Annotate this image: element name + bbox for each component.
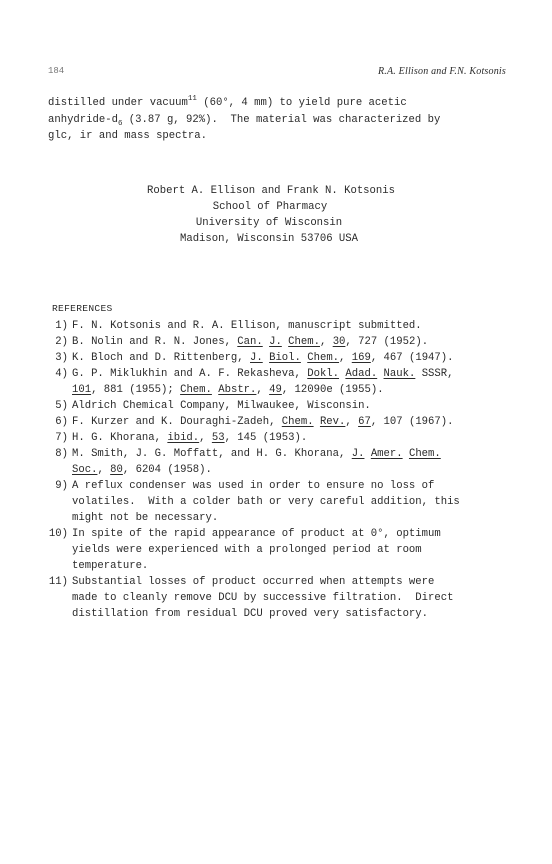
- reference-text: [72, 414, 506, 430]
- journal-abbrev: Soc.: [72, 464, 98, 476]
- reference-item: [46, 478, 506, 526]
- journal-abbrev: Chem.: [281, 416, 314, 428]
- separator: ,: [319, 336, 333, 348]
- journal-abbrev: Chem.: [288, 336, 320, 348]
- reference-text: A reflux condenser was used in order to ensure no loss of: [72, 480, 435, 492]
- reference-item: [46, 366, 506, 398]
- journal-abbrev: Can.: [237, 336, 263, 348]
- separator: ,: [339, 352, 352, 364]
- reference-number: 7): [55, 432, 68, 444]
- journal-abbrev: Chem.: [307, 352, 340, 364]
- reference-item: [46, 398, 506, 414]
- pages-year: , 881 (1955);: [91, 384, 181, 396]
- reference-item: [46, 318, 506, 334]
- reference-text-continued: yields were experienced with a prolonged period at room: [72, 544, 422, 556]
- reference-item: [46, 446, 506, 478]
- volume: 49: [269, 384, 282, 396]
- reference-text: [72, 334, 506, 350]
- volume: 169: [351, 352, 371, 364]
- reference-number: 4): [55, 368, 68, 380]
- volume: 30: [332, 336, 346, 348]
- pages-year: , 107 (1967).: [370, 416, 454, 428]
- reference-text: In spite of the rapid appearance of product at 0°, optimum: [72, 528, 441, 540]
- university: University of Wisconsin: [195, 217, 343, 229]
- deuterium-subscript: 6: [117, 119, 123, 128]
- reference-text-continued: [72, 462, 506, 478]
- reference-number: 3): [55, 352, 68, 364]
- reference-number: 2): [55, 336, 68, 348]
- journal-abbrev: Biol.: [269, 352, 301, 364]
- pages-year: , 727 (1952).: [345, 336, 429, 348]
- reference-number: 5): [55, 400, 68, 412]
- intro-line-1: [48, 95, 488, 112]
- reference-text-continued: [72, 382, 506, 398]
- pages-year: , 145 (1953).: [224, 432, 308, 444]
- journal-abbrev: J.: [250, 352, 263, 364]
- journal-abbrev: Nauk.: [383, 368, 416, 380]
- journal-abbrev: Rev.: [319, 416, 346, 428]
- volume: 101: [72, 384, 92, 396]
- intro-text: anhydride-d: [48, 113, 118, 126]
- separator: ,: [199, 432, 212, 444]
- reference-item: [46, 334, 506, 350]
- journal-abbrev: Amer.: [370, 448, 403, 460]
- reference-text-continued: distillation from residual DCU proved very satisfactory.: [72, 608, 429, 620]
- pages-year: , 467 (1947).: [370, 352, 454, 364]
- separator: ,: [345, 416, 359, 428]
- reference-item: [46, 574, 506, 622]
- journal-abbrev: Adad.: [345, 368, 378, 380]
- reference-item: [46, 430, 506, 446]
- reference-text-continued: made to cleanly remove DCU by successive filtration. Direct: [72, 592, 454, 604]
- volume: 80: [110, 464, 123, 476]
- journal-abbrev: ibid.: [167, 432, 200, 444]
- author-address: [0, 183, 552, 247]
- authors: Robert A. Ellison and Frank N. Kotsonis: [147, 185, 395, 197]
- reference-text: Aldrich Chemical Company, Milwaukee, Wisconsin.: [72, 400, 371, 412]
- reference-text-continued: temperature.: [72, 560, 149, 572]
- journal-abbrev: Dokl.: [307, 368, 340, 380]
- reference-number: 6): [55, 416, 68, 428]
- city: Madison, Wisconsin 53706 USA: [179, 233, 358, 245]
- reference-text: [72, 446, 506, 462]
- reference-number: 9): [55, 480, 68, 492]
- authors-text: K. Bloch and D. Rittenberg,: [72, 352, 251, 364]
- reference-item: [46, 350, 506, 366]
- school: School of Pharmacy: [212, 201, 328, 213]
- intro-paragraph: [48, 95, 488, 145]
- journal-suffix: SSSR,: [415, 368, 454, 380]
- page-number: 184: [48, 66, 65, 76]
- reference-text: Substantial losses of product occurred when attempts were: [72, 576, 435, 588]
- reference-text-continued: volatiles. With a colder bath or very careful addition, this: [72, 496, 460, 508]
- authors-text: B. Nolin and R. N. Jones,: [72, 336, 238, 348]
- journal-abbrev: J.: [351, 448, 365, 460]
- references-heading: REFERENCES: [52, 303, 113, 314]
- reference-item: [46, 526, 506, 574]
- running-head: R.A. Ellison and F.N. Kotsonis: [377, 66, 506, 77]
- separator: ,: [97, 464, 111, 476]
- references-list: [46, 318, 506, 622]
- reference-item: [46, 414, 506, 430]
- footnote-superscript: 11: [187, 95, 197, 103]
- journal-abbrev: Abstr.: [218, 384, 257, 396]
- reference-text-continued: might not be necessary.: [72, 512, 219, 524]
- intro-line-3: glc, ir and mass spectra.: [48, 130, 207, 142]
- reference-number: 10): [48, 528, 68, 540]
- intro-text: (3.87 g, 92%). The material was characterized by: [122, 113, 441, 126]
- authors-text: H. G. Khorana,: [72, 432, 168, 444]
- reference-text: [72, 350, 506, 366]
- volume: 53: [211, 432, 225, 444]
- journal-abbrev: Chem.: [180, 384, 212, 396]
- reference-text: [72, 366, 506, 382]
- volume: 67: [358, 416, 371, 428]
- journal-abbrev: J.: [269, 336, 282, 348]
- reference-number: 8): [55, 448, 68, 460]
- separator: ,: [256, 384, 270, 396]
- journal-abbrev: Chem.: [408, 448, 441, 460]
- authors-text: M. Smith, J. G. Moffatt, and H. G. Khorana,: [72, 448, 352, 460]
- pages-year: , 6204 (1958).: [122, 464, 212, 476]
- page-header: [48, 66, 506, 80]
- authors-text: G. P. Miklukhin and A. F. Rekasheva,: [72, 368, 308, 380]
- pages-year: , 12090e (1955).: [281, 384, 384, 396]
- reference-number: 11): [48, 576, 68, 588]
- reference-text: [72, 430, 506, 446]
- intro-text: distilled under vacuum: [48, 97, 188, 109]
- reference-text: F. N. Kotsonis and R. A. Ellison, manuscript submitted.: [72, 320, 422, 332]
- reference-number: 1): [55, 320, 68, 332]
- intro-text: (60°, 4 mm) to yield pure acetic: [196, 97, 407, 109]
- authors-text: F. Kurzer and K. Douraghi-Zadeh,: [72, 416, 282, 428]
- intro-line-2: [48, 112, 488, 129]
